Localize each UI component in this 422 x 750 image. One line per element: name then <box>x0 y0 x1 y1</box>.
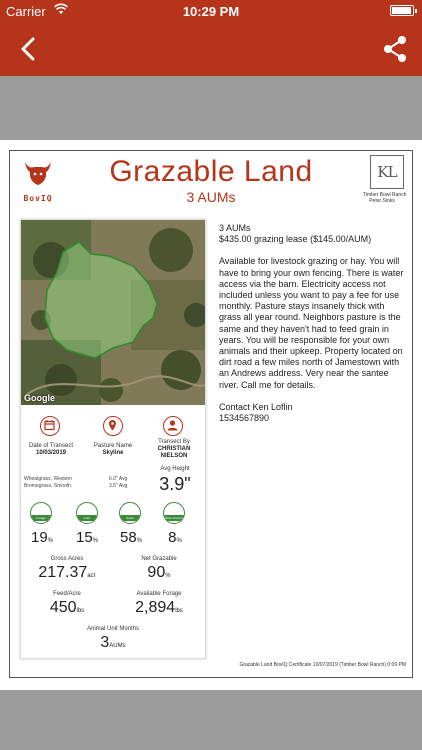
bare-ground-percent-value: 8 <box>168 529 177 546</box>
gross-acres-value: 217.37 <box>38 564 88 581</box>
grass-percent-value: 58 <box>119 529 137 546</box>
litter-percent <box>66 529 108 546</box>
bare-ground-percent <box>154 529 196 546</box>
pasture-label: Pasture Name <box>93 443 133 449</box>
map-attribution: Google <box>24 393 55 403</box>
available-forage <box>113 599 205 617</box>
pasture-value: Skyline <box>102 450 124 456</box>
transect-value-line1: CHRISTIAN <box>157 446 191 452</box>
top-margin <box>0 76 422 140</box>
grass-badge-icon <box>119 502 141 524</box>
calendar-icon <box>40 416 60 436</box>
ranch-name-text: Timber Bowl Ranch <box>363 192 407 198</box>
date-label: Date of Transect <box>28 443 74 449</box>
avg-height-value: 3.9" <box>159 474 191 494</box>
transect-value-line2: NIELSON <box>160 453 188 459</box>
location-pin-icon <box>103 416 123 436</box>
aum-unit: AUMs <box>109 643 126 649</box>
feed-acre <box>21 599 113 617</box>
transect-label: Transect By <box>158 439 190 445</box>
aum <box>21 634 205 652</box>
gross-acres <box>21 564 113 582</box>
feed-acre-label: Feed/Acre <box>53 591 81 597</box>
available-forage-unit: lbs <box>175 608 183 614</box>
aum-value: 3 <box>100 634 110 651</box>
percent-unit: % <box>92 538 99 544</box>
percent-unit: % <box>47 538 54 544</box>
nav-bar <box>0 22 422 76</box>
forage-badge-label: Forage <box>31 515 51 521</box>
aum-label: Animal Unit Months <box>86 626 140 632</box>
certificate-footer: Grazable Land BovIQ Certificate 10/07/2019 (Timber Bowl Ranch) 0:09 PM <box>239 662 406 668</box>
percent-unit: % <box>136 538 143 544</box>
listing-description <box>219 223 405 435</box>
owner-name: Peter Sinks <box>369 198 395 204</box>
grass-height-1: 6.0" Avg <box>109 476 128 482</box>
certificate <box>9 150 413 678</box>
feed-acre-unit: lbs <box>76 608 85 614</box>
gross-acres-label: Gross Acres <box>50 556 84 562</box>
brand-name: BovIQ <box>23 194 53 203</box>
certificate-subtitle: 3 AUMs <box>186 189 236 205</box>
contact-name: Contact Ken Loflin <box>219 401 293 412</box>
grass-species-1: Wheatgrass, Western <box>24 476 72 482</box>
litter-badge-label: Litter <box>77 515 97 521</box>
date-value: 10/03/2019 <box>35 450 67 456</box>
carrier-label: Carrier <box>6 4 46 19</box>
forage-percent-value: 19 <box>30 529 48 546</box>
clock: 10:29 PM <box>182 4 240 19</box>
status-bar <box>0 0 422 22</box>
bull-head-icon <box>22 159 54 187</box>
desc-price: $435.00 grazing lease ($145.00/AUM) <box>219 234 372 245</box>
contact-phone[interactable]: 1534567890 <box>219 413 270 424</box>
available-forage-label: Available Forage <box>136 591 182 597</box>
bare-ground-badge-label: Bare Ground <box>165 516 183 520</box>
gross-acres-unit: acr <box>87 573 96 579</box>
certificate-title: Grazable Land <box>109 155 313 188</box>
user-icon <box>163 416 183 436</box>
description-text: Available for livestock grazing or hay. You will have to bring your own fencing. There is water access via the barn. Electricity access not included unless you want to pay a fee for use monthly. Pasture stays insanely thick with grass all year round. Neighbors pasture is the same and they haven't had to feed grain in years. You will be responsible for your own animals and their upkeep. Property located on dirt road a few miles north of Jamestown with an Andrews address. Very near the santee river. Call me for details. <box>219 256 404 390</box>
bovIQ-logo <box>20 159 56 205</box>
net-grazable-value: 90 <box>147 564 166 581</box>
battery-icon <box>390 5 414 16</box>
litter-percent-value: 15 <box>75 529 93 546</box>
satellite-image <box>21 220 205 405</box>
bottom-margin <box>0 690 422 750</box>
grass-species-2: Bromegrass, Smooth <box>24 483 71 489</box>
certificate-page[interactable] <box>0 140 422 690</box>
chevron-left-icon[interactable] <box>14 34 44 64</box>
ranch-name <box>363 192 407 204</box>
owner-badge <box>363 155 407 204</box>
litter-badge-icon <box>76 502 98 524</box>
grass-badge-label: Grass <box>120 515 140 521</box>
percent-unit: % <box>176 538 182 544</box>
contact-info <box>219 402 405 424</box>
owner-monogram: KL <box>370 155 404 189</box>
desc-aums: 3 AUMs <box>219 223 251 233</box>
net-grazable-label: Net Grazable <box>141 556 177 562</box>
forage-percent <box>21 529 63 546</box>
forage-badge-icon <box>30 502 52 524</box>
net-grazable <box>113 564 205 582</box>
pasture-card <box>20 219 206 659</box>
avg-height-label: Avg Height <box>160 466 190 472</box>
available-forage-value: 2,894 <box>135 599 176 616</box>
percent-unit: % <box>165 573 171 579</box>
grass-percent <box>110 529 152 546</box>
lease-summary <box>219 223 405 245</box>
grass-height-2: 3.5" Avg <box>109 483 128 489</box>
bare-ground-badge-icon <box>163 502 185 524</box>
feed-acre-value: 450 <box>49 599 77 616</box>
share-icon[interactable] <box>382 35 408 63</box>
pasture-map[interactable] <box>21 220 205 405</box>
